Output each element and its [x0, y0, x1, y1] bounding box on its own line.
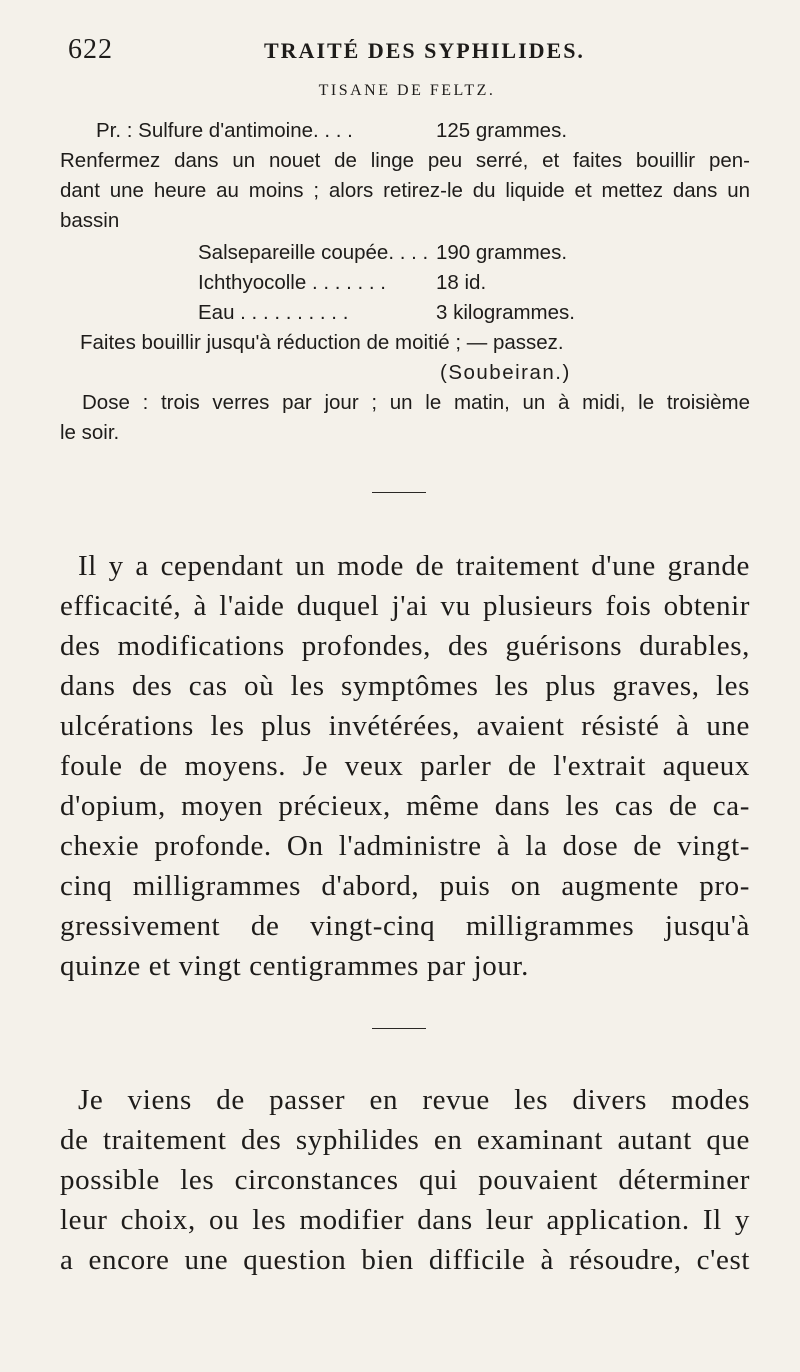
recipe-dose — [60, 388, 750, 448]
prescription-line — [60, 116, 750, 146]
instructions-line-3: bassin — [60, 209, 120, 232]
author-name: (Soubeiran.) — [440, 361, 571, 384]
ingredient-row — [0, 298, 750, 328]
paragraph-line: d'opium, moyen précieux, même dans les cas de ca- — [60, 790, 750, 822]
ingredient-name: Ichthyocolle . . . . . . . — [198, 271, 386, 294]
boil-instruction — [60, 328, 750, 358]
ingredient-row — [0, 238, 750, 268]
page-header — [68, 28, 748, 68]
paragraph-line: dans des cas où les symptômes les plus graves, les — [60, 670, 750, 702]
paragraph-line: ulcérations les plus invétérées, avaient résisté à une — [60, 710, 750, 742]
ingredient-row — [0, 268, 750, 298]
paragraph-line: foule de moyens. Je veux parler de l'extrait aqueux — [60, 750, 750, 782]
paragraph-line: chexie profonde. On l'administre à la dose de vingt- — [60, 830, 750, 862]
recipe-title: TISANE DE FELTZ. — [318, 82, 496, 99]
paragraph-line: Je viens de passer en revue les divers modes — [78, 1084, 750, 1116]
ingredient-qty: 3 kilogrammes. — [436, 301, 575, 324]
paragraph-line: efficacité, à l'aide duquel j'ai vu plusieurs fois obtenir — [60, 590, 750, 622]
paragraph-line: des modifications profondes, des guérisons durables, — [60, 630, 750, 662]
paragraph-line: leur choix, ou les modifier dans leur application. Il y — [60, 1204, 750, 1236]
prescription-amount: 125 grammes. — [436, 119, 568, 142]
ingredient-qty: 190 grammes. — [436, 241, 568, 264]
page-number: 622 — [68, 34, 113, 65]
paragraph-line: Il y a cependant un mode de traitement d'une grande — [78, 550, 750, 582]
ingredient-qty: 18 id. — [436, 271, 487, 294]
paragraph-review — [60, 1080, 750, 1280]
prescription-label: Pr. : Sulfure d'antimoine. . . . — [96, 119, 353, 142]
paragraph-line: a encore une question bien difficile à résoudre, c'est — [60, 1244, 750, 1276]
instructions-line-2: dant une heure au moins ; alors retirez-le du liquide et mettez dans un — [60, 179, 750, 202]
running-title: TRAITÉ DES SYPHILIDES. — [264, 38, 585, 63]
paragraph-line: de traitement des syphilides en examinant autant que — [60, 1124, 750, 1156]
section-divider — [372, 1028, 426, 1029]
paragraph-line: cinq milligrammes d'abord, puis on augmente pro- — [60, 870, 750, 902]
paragraph-line: gressivement de vingt-cinq milligrammes jusqu'à — [60, 910, 750, 942]
recipe-prescription — [60, 116, 750, 236]
ingredient-name: Salsepareille coupée. . . . — [198, 241, 429, 264]
paragraph-opium — [60, 546, 750, 986]
dose-line-1: Dose : trois verres par jour ; un le matin, un à midi, le troisième — [82, 391, 750, 414]
paragraph-line: quinze et vingt centigrammes par jour. — [60, 950, 529, 982]
paragraph-line: possible les circonstances qui pouvaient déterminer — [60, 1164, 750, 1196]
section-divider — [372, 492, 426, 493]
ingredient-name: Eau . . . . . . . . . . — [198, 301, 349, 324]
boil-instruction-text: Faites bouillir jusqu'à réduction de moitié ; — passez. — [80, 331, 564, 354]
instructions-line-1: Renfermez dans un nouet de linge peu serré, et faites bouillir pen- — [60, 149, 750, 172]
dose-line-2: le soir. — [60, 421, 120, 444]
